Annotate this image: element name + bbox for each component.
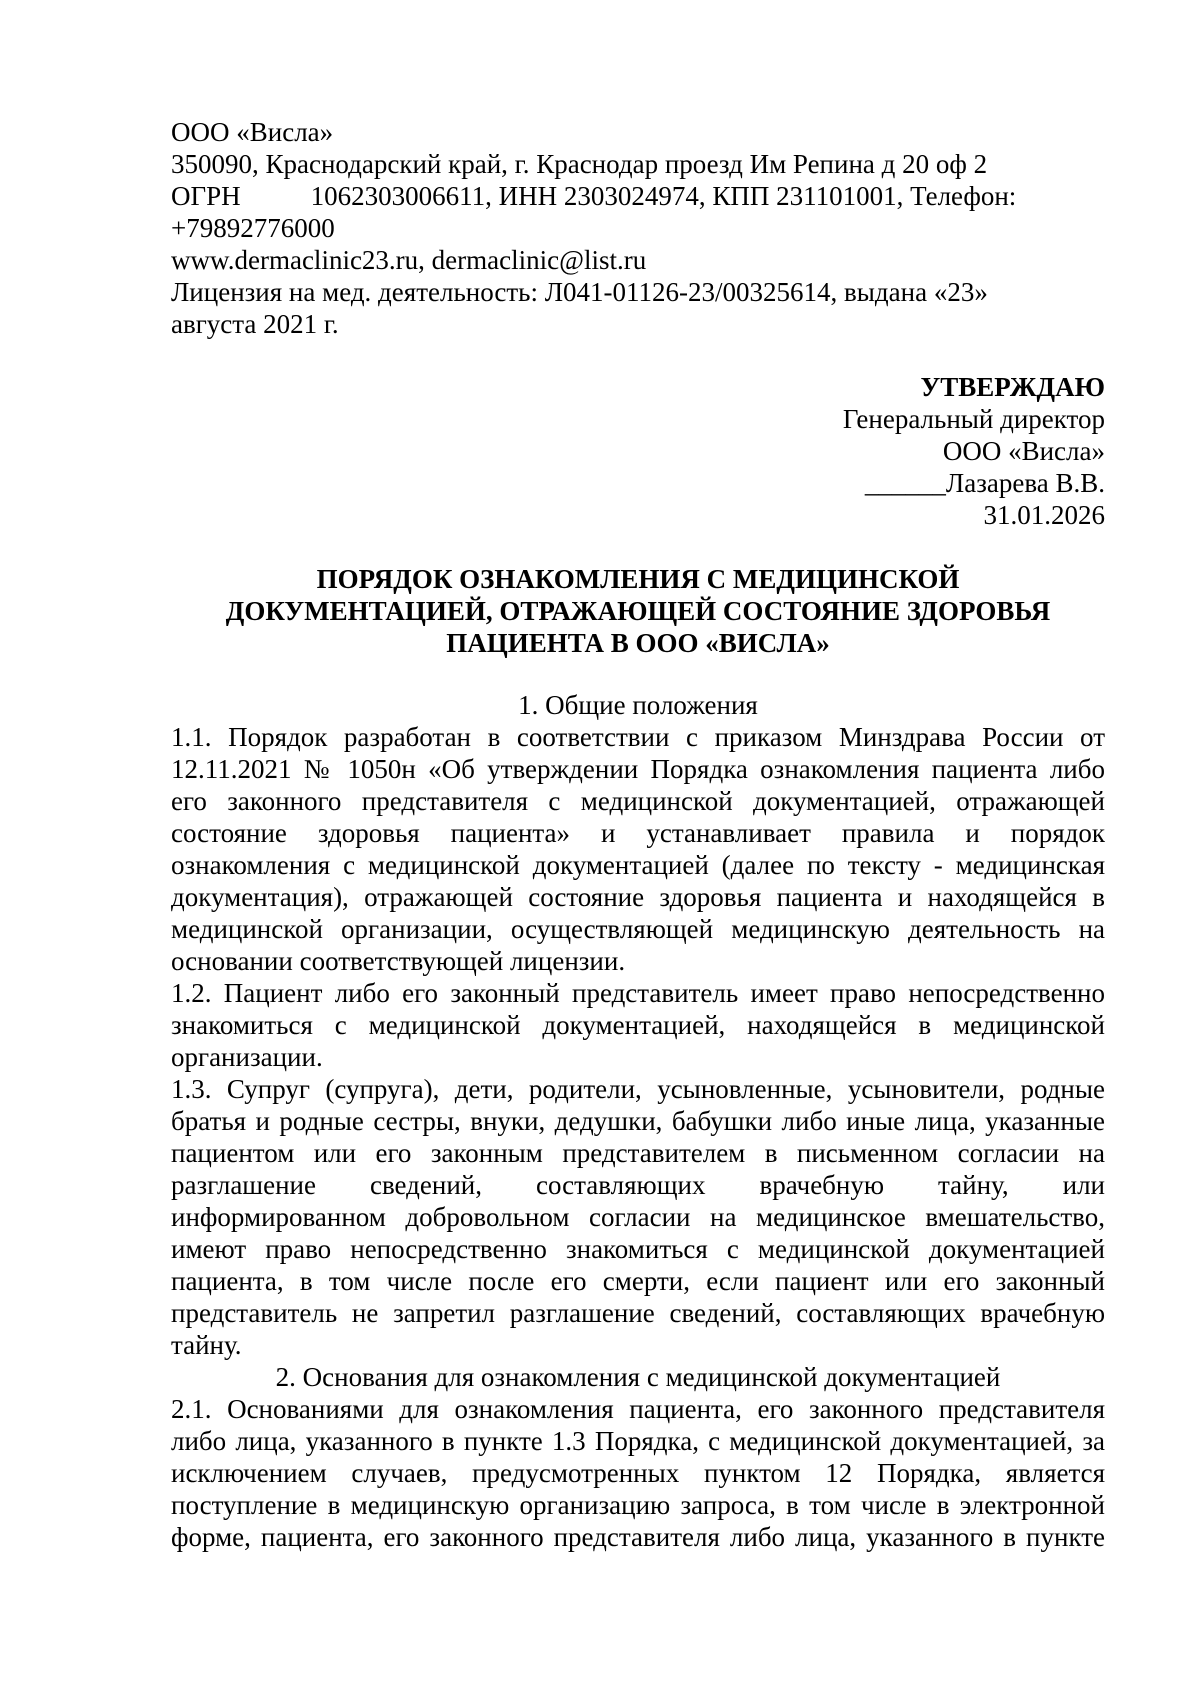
approval-signature: ______Лазарева В.В. <box>864 468 1105 498</box>
paragraph-1-2 <box>171 977 1105 1073</box>
org-name: ООО «Висла» <box>171 117 334 147</box>
text-line: тайну. <box>171 1330 242 1360</box>
paragraph-1-3 <box>171 1073 1105 1361</box>
text-line: пациента, в том числе после его смерти, если пациент или его законный <box>171 1266 1105 1296</box>
text-line: имеют право непосредственно знакомиться с медицинской документацией <box>171 1234 1105 1264</box>
text-line: пациентом или его законным представителем в письменном согласии на <box>171 1138 1105 1168</box>
text-line: исключением случаев, предусмотренных пунктом 12 Порядка, является <box>171 1458 1105 1488</box>
text-line: 2.1. Основаниями для ознакомления пациента, его законного представителя <box>171 1394 1105 1424</box>
org-requisites <box>171 180 1105 212</box>
organization-header <box>171 116 1105 340</box>
org-phone: +79892776000 <box>171 213 335 243</box>
text-line: 1.3. Супруг (супруга), дети, родители, усыновленные, усыновители, родные <box>171 1074 1105 1104</box>
approval-org: ООО «Висла» <box>942 436 1105 466</box>
text-line: форме, пациента, его законного представителя либо лица, указанного в пункте <box>171 1522 1105 1552</box>
text-line: ознакомления с медицинской документацией (далее по тексту - медицинская <box>171 850 1105 880</box>
approval-position: Генеральный директор <box>842 404 1105 434</box>
text-line: 12.11.2021 № 1050н «Об утверждении Порядка ознакомления пациента либо <box>171 754 1105 784</box>
text-line: его законного представителя с медицинской документацией, отражающей <box>171 786 1105 816</box>
title-line-1: ПОРЯДОК ОЗНАКОМЛЕНИЯ С МЕДИЦИНСКОЙ <box>316 564 960 594</box>
text-line: основании соответствующей лицензии. <box>171 946 626 976</box>
section-2-heading: 2. Основания для ознакомления с медицинской документацией <box>275 1362 1001 1392</box>
paragraph-2-1 <box>171 1393 1105 1553</box>
org-address: 350090, Краснодарский край, г. Краснодар проезд Им Репина д 20 оф 2 <box>171 149 988 179</box>
document-content <box>171 116 1105 1553</box>
text-line: разглашение сведений, составляющих врачебную тайну, или <box>171 1170 1105 1200</box>
text-line: состояние здоровья пациента» и устанавливает правила и порядок <box>171 818 1105 848</box>
ogrn-label: ОГРН <box>171 181 241 211</box>
title-line-2: ДОКУМЕНТАЦИЕЙ, ОТРАЖАЮЩЕЙ СОСТОЯНИЕ ЗДОРОВЬЯ <box>225 596 1051 626</box>
org-web-email: www.dermaclinic23.ru, dermaclinic@list.ru <box>171 245 647 275</box>
approval-date: 31.01.2026 <box>983 500 1105 530</box>
approval-title: УТВЕРЖДАЮ <box>920 372 1105 402</box>
section-1-heading: 1. Общие положения <box>518 690 758 720</box>
title-line-3: ПАЦИЕНТА В ООО «ВИСЛА» <box>446 628 830 658</box>
text-line: документация), отражающей состояние здоровья пациента и находящейся в <box>171 882 1105 912</box>
text-line: организации. <box>171 1042 323 1072</box>
license-date-line: августа 2021 г. <box>171 309 339 339</box>
text-line: либо лица, указанного в пункте 1.3 Порядка, с медицинской документацией, за <box>171 1426 1105 1456</box>
text-line: медицинской организации, осуществляющей медицинскую деятельность на <box>171 914 1105 944</box>
ogrn-details: 1062303006611, ИНН 2303024974, КПП 231101001, Телефон: <box>310 181 1017 211</box>
approval-block <box>171 371 1105 531</box>
text-line: 1.1. Порядок разработан в соответствии с приказом Минздрава России от <box>171 722 1105 752</box>
text-line: представитель не запретил разглашение сведений, составляющих врачебную <box>171 1298 1105 1328</box>
document-title <box>171 563 1105 659</box>
text-line: знакомиться с медицинской документацией, находящейся в медицинской <box>171 1010 1105 1040</box>
license-line: Лицензия на мед. деятельность: Л041-01126-23/00325614, выдана «23» <box>171 277 988 307</box>
text-line: поступление в медицинскую организацию запроса, в том числе в электронной <box>171 1490 1105 1520</box>
text-line: информированном добровольном согласии на медицинское вмешательство, <box>171 1202 1105 1232</box>
text-line: 1.2. Пациент либо его законный представитель имеет право непосредственно <box>171 978 1105 1008</box>
text-line: братья и родные сестры, внуки, дедушки, бабушки либо иные лица, указанные <box>171 1106 1105 1136</box>
paragraph-1-1 <box>171 721 1105 977</box>
